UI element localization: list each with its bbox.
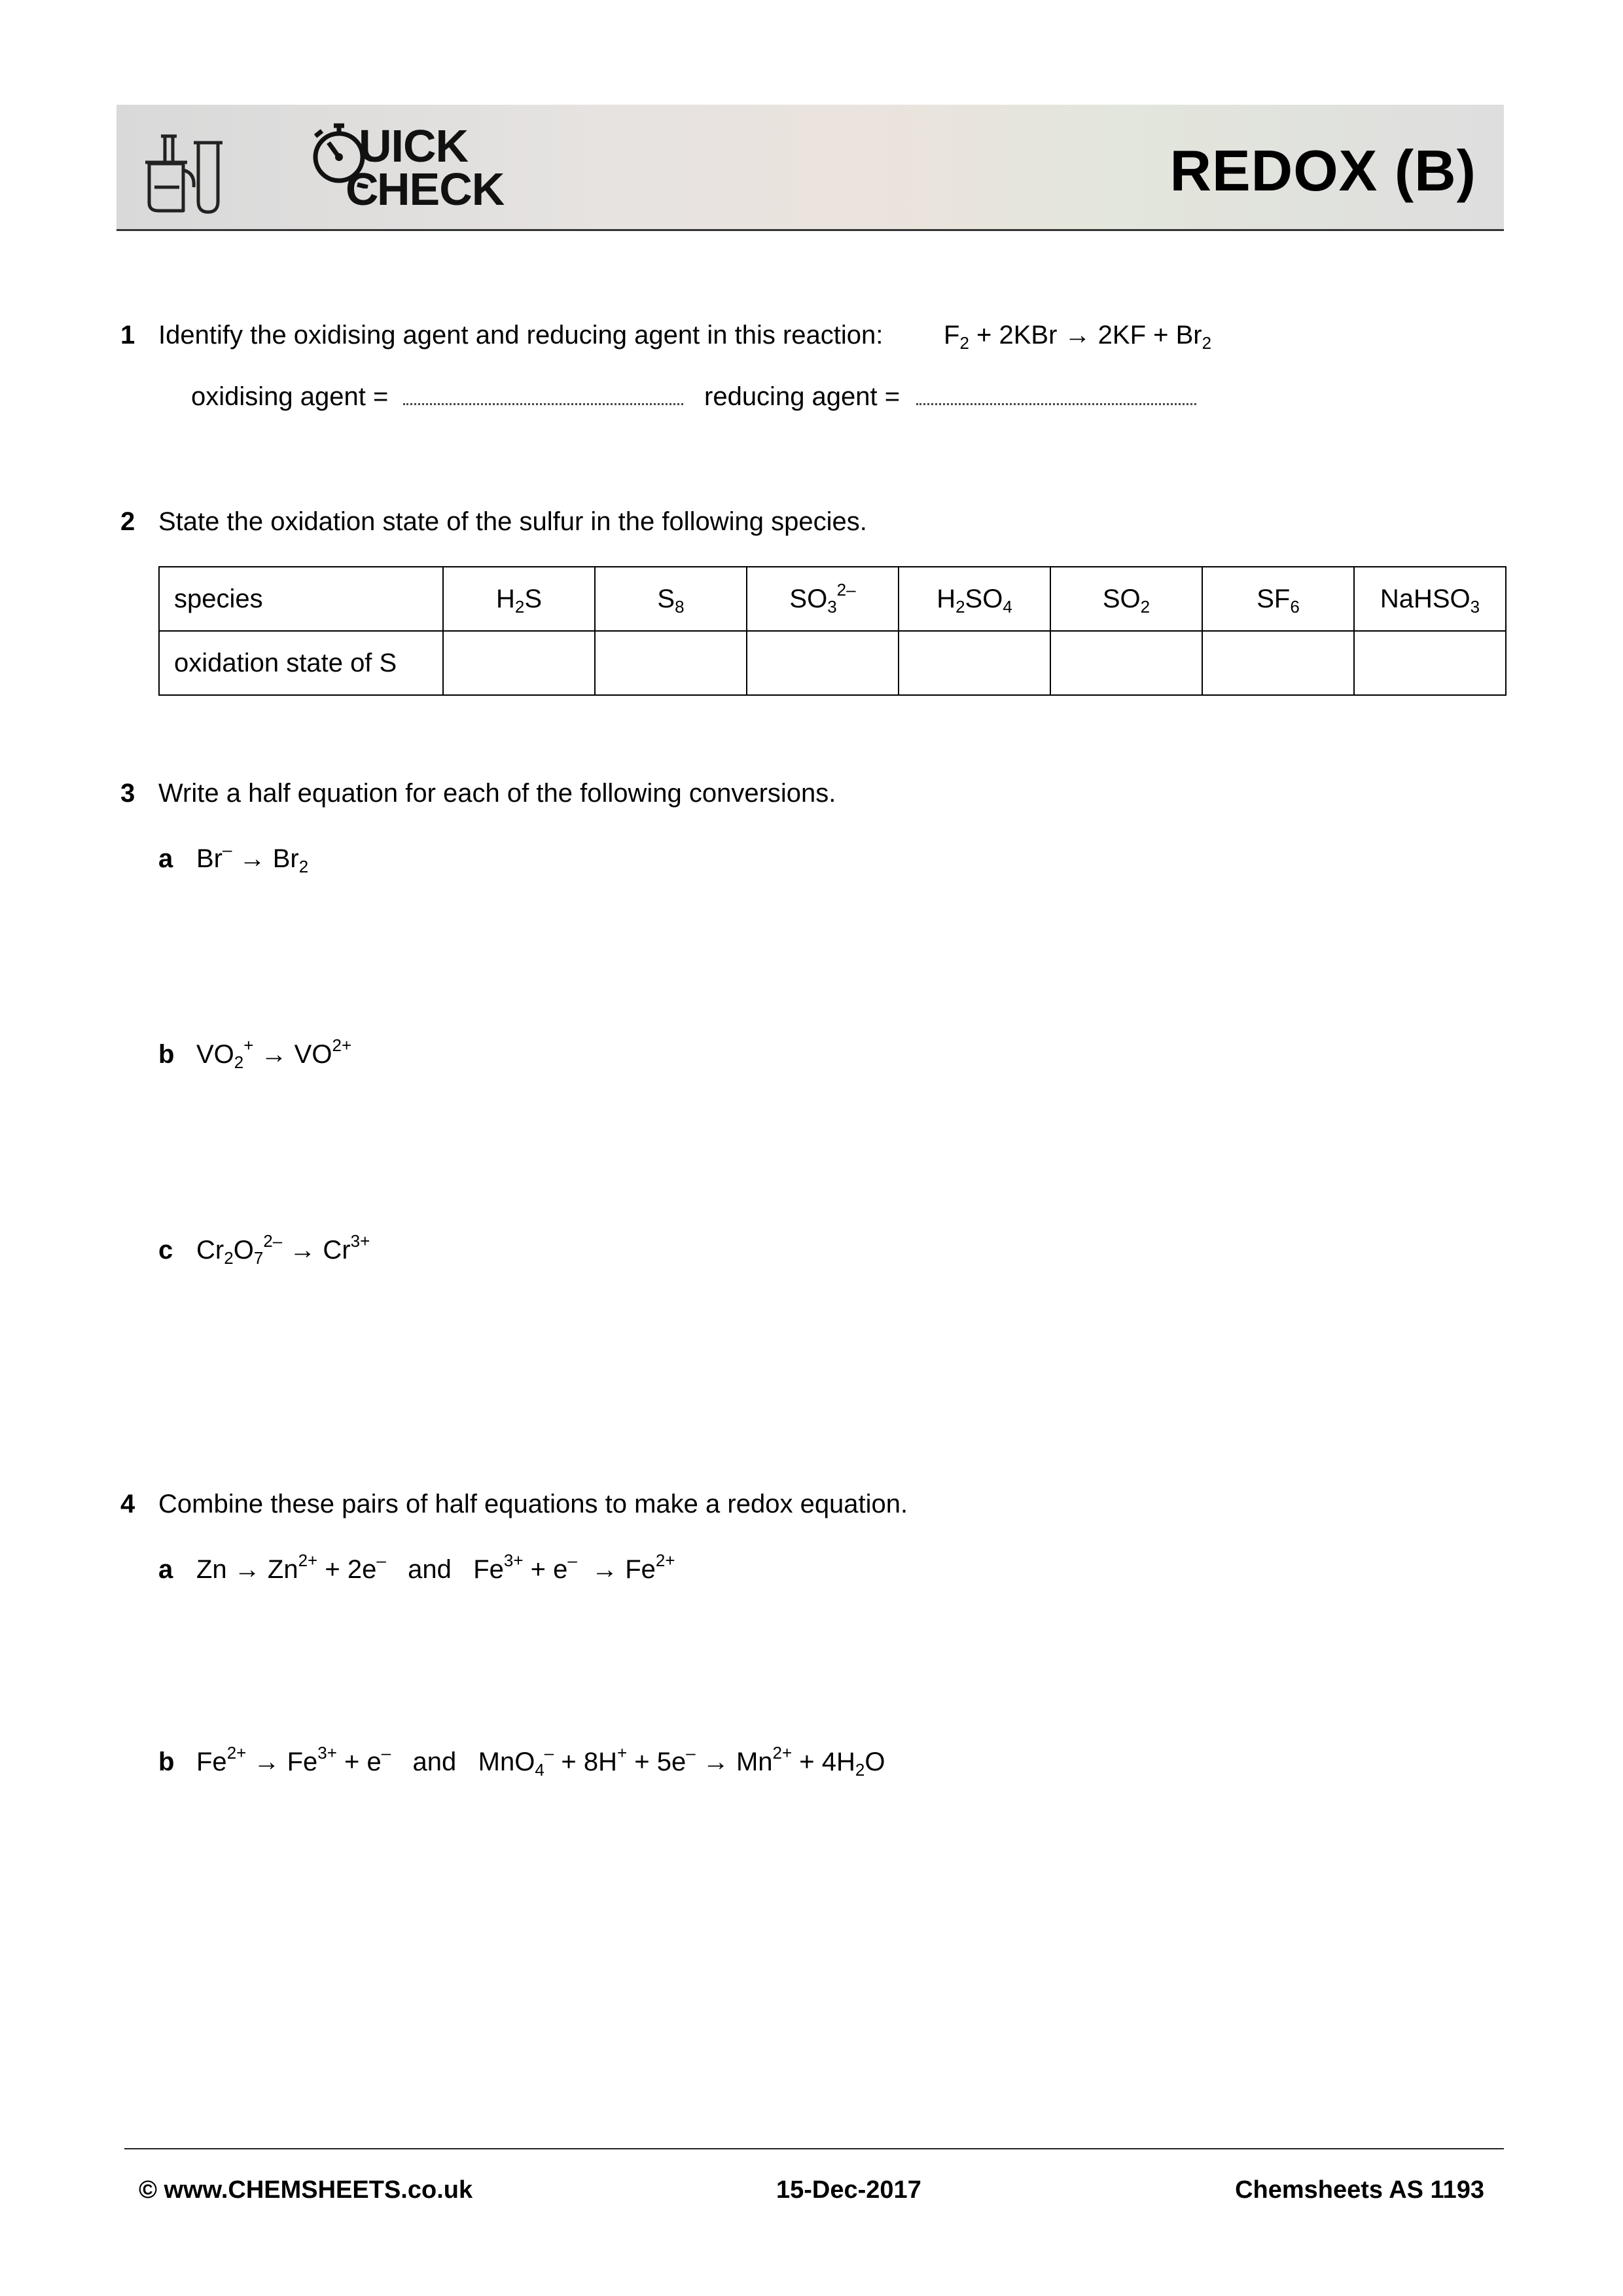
q1-oxidising-label: oxidising agent =	[191, 382, 389, 411]
oxidation-state-answer-cell[interactable]	[595, 631, 747, 695]
q1-number: 1	[120, 321, 135, 350]
logo-line-1-text: UICK	[359, 120, 469, 171]
oxidation-state-row	[159, 631, 1506, 695]
q3-number: 3	[120, 779, 135, 808]
oxidation-state-table	[158, 566, 1507, 696]
footer-date: 15-Dec-2017	[776, 2176, 921, 2204]
oxidation-state-answer-cell[interactable]	[1354, 631, 1506, 695]
species-cell: $SF_6$	[1202, 567, 1354, 631]
q3b-conversion: $VO_2^+ \to VO^{2+}$	[196, 1035, 352, 1072]
q4a-label: a	[158, 1555, 173, 1584]
oxidation-state-row-label: oxidation state of S	[159, 631, 443, 695]
q3c-label: c	[158, 1236, 173, 1265]
logo-line-2	[346, 164, 505, 215]
reducing-agent-answer-line[interactable]	[916, 401, 1196, 405]
header-banner	[116, 105, 1504, 231]
q1-text: Identify the oxidising agent and reducing agent in this reaction:	[158, 321, 883, 350]
worksheet-title: REDOX (B)	[1169, 138, 1476, 203]
species-cell: $SO_3^{2-}$	[747, 567, 899, 631]
q3c-conversion: $Cr_2O_7^{2-} \to Cr^{3+}$	[196, 1231, 370, 1268]
quick-check-logo	[346, 120, 505, 215]
oxidation-state-answer-cell[interactable]	[747, 631, 899, 695]
species-cell: $H_2SO_4$	[899, 567, 1050, 631]
footer-divider	[124, 2148, 1504, 2149]
q4a-half-equations: $Zn \to Zn^{2+} + 2e^-$ and $Fe^{3+} + e^- \to Fe^{2+}$	[196, 1551, 675, 1584]
logo-c-letter: C	[346, 164, 378, 215]
q4b-half-equations: $Fe^{2+} \to Fe^{3+} + e^-$ and $MnO_4^- + 8H^+ + 5e^- \to Mn^{2+} + 4H_2O$	[196, 1743, 885, 1780]
oxidation-state-answer-cell[interactable]	[443, 631, 595, 695]
q2-number: 2	[120, 507, 135, 536]
oxidation-state-answer-cell[interactable]	[899, 631, 1050, 695]
footer-website: © www.CHEMSHEETS.co.uk	[139, 2176, 473, 2204]
q4b-label: b	[158, 1748, 175, 1776]
oxidation-state-answer-cell[interactable]	[1050, 631, 1202, 695]
q3a-conversion: $Br^- \to Br_2$	[196, 840, 309, 876]
logo-line-2-text: HECK	[377, 164, 505, 215]
q3b-label: b	[158, 1040, 175, 1069]
q2-text: State the oxidation state of the sulfur in the following species.	[158, 507, 867, 536]
q1-equation: $F_2 + 2KBr \to 2KF + Br_2$	[944, 321, 1212, 353]
q3a-label: a	[158, 844, 173, 873]
q3-text: Write a half equation for each of the following conversions.	[158, 779, 836, 808]
footer-reference: Chemsheets AS 1193	[1235, 2176, 1484, 2204]
species-cell: $SO_2$	[1050, 567, 1202, 631]
oxidation-state-answer-cell[interactable]	[1202, 631, 1354, 695]
species-cell: $S_8$	[595, 567, 747, 631]
q1-reducing-label: reducing agent =	[704, 382, 901, 411]
lab-glassware-icon	[136, 124, 234, 216]
species-row-label: species	[159, 567, 443, 631]
q4-number: 4	[120, 1490, 135, 1518]
logo-line-1	[346, 120, 504, 171]
species-row	[159, 567, 1506, 631]
q4-text: Combine these pairs of half equations to make a redox equation.	[158, 1490, 908, 1518]
species-cell: $H_2S$	[443, 567, 595, 631]
species-cell: NaHSO$_3$	[1354, 567, 1506, 631]
oxidising-agent-answer-line[interactable]	[403, 401, 683, 405]
